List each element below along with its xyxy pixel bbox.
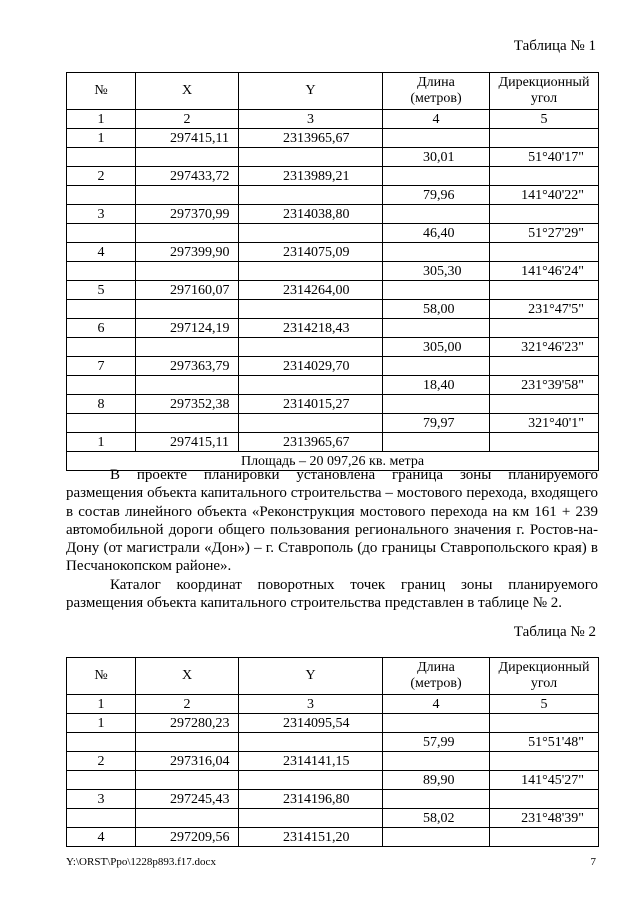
empty-cell	[67, 733, 136, 752]
segment-angle: 231°48'39"	[490, 809, 599, 828]
header-angle	[490, 658, 599, 695]
segment-length: 58,02	[383, 809, 490, 828]
segment-length: 305,30	[383, 262, 490, 281]
header-number: №	[67, 73, 136, 110]
empty-cell	[383, 433, 490, 452]
segment-row	[67, 186, 599, 205]
empty-cell	[383, 243, 490, 262]
point-number: 7	[67, 357, 136, 376]
column-numbers-row	[67, 110, 599, 129]
point-number: 8	[67, 395, 136, 414]
empty-cell	[136, 809, 239, 828]
segment-length: 305,00	[383, 338, 490, 357]
empty-cell	[383, 319, 490, 338]
header-length-line1: Длина	[417, 660, 455, 675]
empty-cell	[67, 414, 136, 433]
point-x: 297415,11	[136, 433, 239, 452]
empty-cell	[136, 148, 239, 167]
header-row	[67, 73, 599, 110]
segment-angle: 51°40'17"	[490, 148, 599, 167]
empty-cell	[239, 300, 383, 319]
paragraph-catalog-reference: Каталог координат поворотных точек границ зоны планируемого размещения объекта капитального строительства представлен в таблице № 2.	[66, 576, 598, 612]
header-number: №	[67, 658, 136, 695]
empty-cell	[383, 205, 490, 224]
point-x: 297316,04	[136, 752, 239, 771]
empty-cell	[67, 300, 136, 319]
point-number: 1	[67, 129, 136, 148]
empty-cell	[490, 433, 599, 452]
segment-angle: 231°39'58"	[490, 376, 599, 395]
empty-cell	[239, 186, 383, 205]
empty-cell	[239, 376, 383, 395]
empty-cell	[239, 771, 383, 790]
empty-cell	[136, 262, 239, 281]
point-x: 297352,38	[136, 395, 239, 414]
segment-row	[67, 224, 599, 243]
segment-angle: 231°47'5"	[490, 300, 599, 319]
point-row	[67, 433, 599, 452]
point-x: 297433,72	[136, 167, 239, 186]
empty-cell	[490, 167, 599, 186]
point-row	[67, 752, 599, 771]
empty-cell	[490, 281, 599, 300]
point-x: 297370,99	[136, 205, 239, 224]
empty-cell	[383, 395, 490, 414]
empty-cell	[490, 790, 599, 809]
segment-angle: 321°40'1"	[490, 414, 599, 433]
segment-row	[67, 338, 599, 357]
point-y: 2314029,70	[239, 357, 383, 376]
segment-angle: 141°40'22"	[490, 186, 599, 205]
column-number: 5	[490, 110, 599, 129]
empty-cell	[136, 414, 239, 433]
empty-cell	[490, 357, 599, 376]
paragraph-planning-boundary: В проекте планировки установлена граница зоны планируемого размещения объекта капитального строительства – мостового перехода, входящего в состав линейного объекта «Реконструкция мостового перехода на км 161 + 239 автомобильной дороги общего пользования регионального значения г. Ростов-на-Дону (от магистрали «Дон») – г. Ставрополь (до границы Ставропольского края) в Песчанокопском районе».	[66, 467, 598, 575]
header-angle-line2: угол	[530, 676, 558, 691]
body-text	[66, 466, 598, 612]
segment-row	[67, 148, 599, 167]
point-row	[67, 790, 599, 809]
segment-row	[67, 300, 599, 319]
empty-cell	[383, 129, 490, 148]
point-y: 2314038,80	[239, 205, 383, 224]
point-y: 2313989,21	[239, 167, 383, 186]
point-row	[67, 357, 599, 376]
point-y: 2313965,67	[239, 129, 383, 148]
segment-angle: 141°45'27"	[490, 771, 599, 790]
point-number: 5	[67, 281, 136, 300]
segment-length: 79,97	[383, 414, 490, 433]
column-number: 2	[136, 110, 239, 129]
point-number: 4	[67, 828, 136, 847]
empty-cell	[490, 129, 599, 148]
empty-cell	[239, 224, 383, 243]
segment-angle: 51°27'29"	[490, 224, 599, 243]
column-number: 2	[136, 695, 239, 714]
empty-cell	[67, 224, 136, 243]
point-y: 2314151,20	[239, 828, 383, 847]
empty-cell	[67, 771, 136, 790]
point-row	[67, 243, 599, 262]
table2-caption: Таблица № 2	[513, 624, 596, 640]
column-number: 1	[67, 110, 136, 129]
point-y: 2314141,15	[239, 752, 383, 771]
point-y: 2314095,54	[239, 714, 383, 733]
segment-length: 79,96	[383, 186, 490, 205]
point-x: 297363,79	[136, 357, 239, 376]
point-x: 297209,56	[136, 828, 239, 847]
segment-row	[67, 771, 599, 790]
empty-cell	[136, 376, 239, 395]
point-y: 2314196,80	[239, 790, 383, 809]
segment-angle: 141°46'24"	[490, 262, 599, 281]
point-number: 1	[67, 714, 136, 733]
page-number: 7	[590, 856, 596, 868]
empty-cell	[67, 809, 136, 828]
point-y: 2314015,27	[239, 395, 383, 414]
empty-cell	[67, 338, 136, 357]
segment-length: 18,40	[383, 376, 490, 395]
column-number: 3	[239, 695, 383, 714]
point-row	[67, 281, 599, 300]
empty-cell	[383, 790, 490, 809]
column-number: 4	[383, 695, 490, 714]
point-y: 2313965,67	[239, 433, 383, 452]
point-number: 4	[67, 243, 136, 262]
header-angle-line1: Дирекционный	[498, 75, 590, 90]
empty-cell	[490, 714, 599, 733]
empty-cell	[490, 752, 599, 771]
table1-caption: Таблица № 1	[513, 38, 596, 54]
empty-cell	[136, 186, 239, 205]
point-x: 297160,07	[136, 281, 239, 300]
empty-cell	[239, 414, 383, 433]
empty-cell	[136, 300, 239, 319]
empty-cell	[67, 376, 136, 395]
column-number: 5	[490, 695, 599, 714]
header-row	[67, 658, 599, 695]
point-y: 2314218,43	[239, 319, 383, 338]
header-x: X	[136, 658, 239, 695]
empty-cell	[383, 714, 490, 733]
coordinates-table-1	[66, 72, 599, 471]
segment-row	[67, 262, 599, 281]
empty-cell	[383, 828, 490, 847]
header-x: X	[136, 73, 239, 110]
empty-cell	[239, 338, 383, 357]
segment-length: 30,01	[383, 148, 490, 167]
empty-cell	[67, 262, 136, 281]
empty-cell	[383, 752, 490, 771]
segment-length: 57,99	[383, 733, 490, 752]
segment-row	[67, 414, 599, 433]
empty-cell	[136, 733, 239, 752]
empty-cell	[67, 148, 136, 167]
point-number: 2	[67, 167, 136, 186]
footer-file-path: Y:\ORST\Ppo\1228p893.f17.docx	[66, 856, 216, 868]
area-total: Площадь – 20 097,26 кв. метра	[67, 452, 599, 471]
header-length-line2: (метров)	[410, 91, 462, 106]
point-x: 297399,90	[136, 243, 239, 262]
header-angle	[490, 73, 599, 110]
point-number: 3	[67, 790, 136, 809]
point-y: 2314264,00	[239, 281, 383, 300]
column-number: 1	[67, 695, 136, 714]
empty-cell	[490, 205, 599, 224]
empty-cell	[239, 809, 383, 828]
header-angle-line1: Дирекционный	[498, 660, 590, 675]
point-x: 297280,23	[136, 714, 239, 733]
empty-cell	[239, 733, 383, 752]
empty-cell	[490, 828, 599, 847]
point-row	[67, 129, 599, 148]
header-y: Y	[239, 73, 383, 110]
empty-cell	[383, 357, 490, 376]
empty-cell	[490, 395, 599, 414]
segment-length: 46,40	[383, 224, 490, 243]
point-x: 297245,43	[136, 790, 239, 809]
point-row	[67, 167, 599, 186]
coordinates-table-2	[66, 657, 599, 847]
segment-length: 89,90	[383, 771, 490, 790]
empty-cell	[239, 148, 383, 167]
point-number: 1	[67, 433, 136, 452]
empty-cell	[490, 243, 599, 262]
segment-row	[67, 376, 599, 395]
point-number: 3	[67, 205, 136, 224]
header-length-line2: (метров)	[410, 676, 462, 691]
point-number: 2	[67, 752, 136, 771]
point-row	[67, 714, 599, 733]
empty-cell	[239, 262, 383, 281]
empty-cell	[67, 186, 136, 205]
header-length	[383, 658, 490, 695]
header-length	[383, 73, 490, 110]
segment-row	[67, 809, 599, 828]
header-angle-line2: угол	[530, 91, 558, 106]
point-row	[67, 205, 599, 224]
point-row	[67, 319, 599, 338]
empty-cell	[136, 224, 239, 243]
header-length-line1: Длина	[417, 75, 455, 90]
point-row	[67, 395, 599, 414]
empty-cell	[383, 281, 490, 300]
empty-cell	[383, 167, 490, 186]
point-number: 6	[67, 319, 136, 338]
segment-angle: 51°51'48"	[490, 733, 599, 752]
empty-cell	[490, 319, 599, 338]
empty-cell	[136, 771, 239, 790]
point-x: 297124,19	[136, 319, 239, 338]
segment-angle: 321°46'23"	[490, 338, 599, 357]
column-number: 3	[239, 110, 383, 129]
empty-cell	[136, 338, 239, 357]
column-number: 4	[383, 110, 490, 129]
header-y: Y	[239, 658, 383, 695]
segment-length: 58,00	[383, 300, 490, 319]
point-x: 297415,11	[136, 129, 239, 148]
column-numbers-row	[67, 695, 599, 714]
point-row	[67, 828, 599, 847]
segment-row	[67, 733, 599, 752]
point-y: 2314075,09	[239, 243, 383, 262]
